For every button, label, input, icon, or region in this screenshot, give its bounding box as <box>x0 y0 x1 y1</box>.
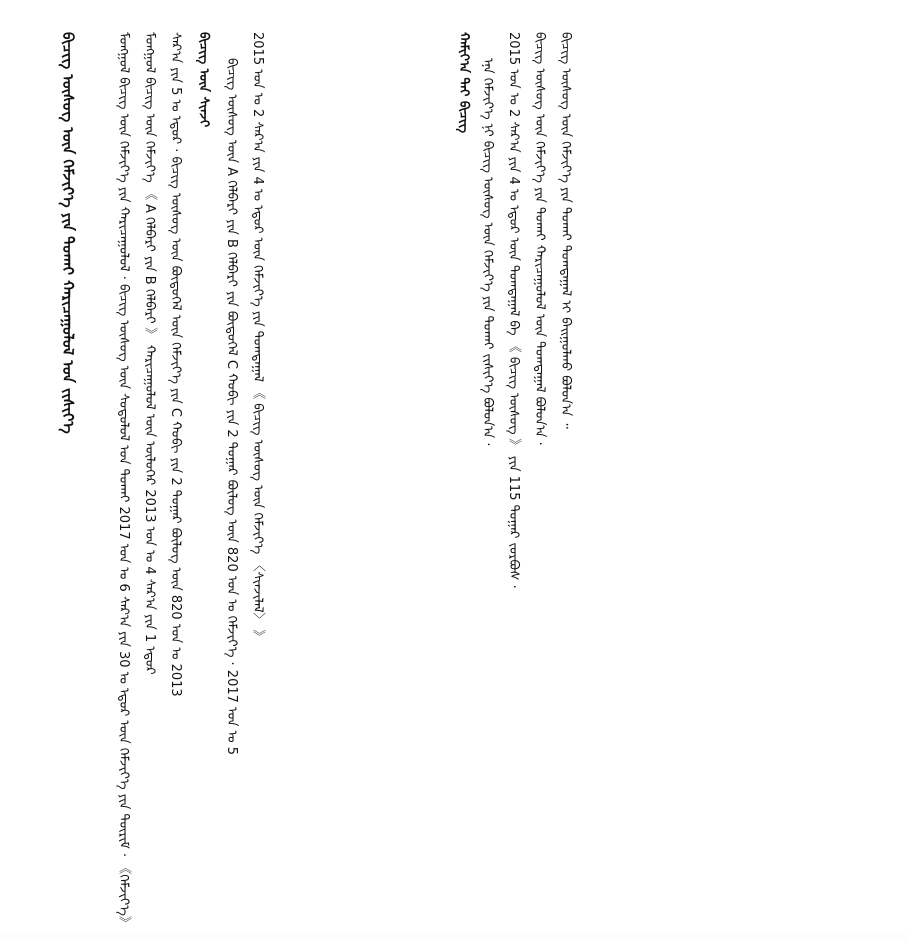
paragraph-line: ᠪᠢᠴᠢᠭ ᠦᠰᠦᠭ ᠦᠨ ᠬᠡᠮᠵᠢᠶ᠎ᠡ ᠶᠢᠨ ᠲᠤᠬᠠᠢ ᠬᠠᠷᠢᠴᠠᠭᠤᠯᠤᠯ ᠦᠨ ᠲᠣᠭᠲᠠᠭᠠᠯ ᠪᠣᠯᠤᠨ᠎ᠠ · <box>532 32 547 446</box>
page-footer-edge <box>0 930 906 940</box>
paragraph-line: ᠰᠠᠷ᠎ᠠ ᠶᠢᠨ 5 ᠤ ᠡᠳᠦᠷ · ᠪᠢᠴᠢᠭ ᠦᠰᠦᠭ ᠦᠨ ᠪᠦᠲᠦᠭᠡᠯ ᠦᠨ ᠬᠡᠮᠵᠢᠶ᠎ᠡ ᠶᠢᠨ C ᠬᠤᠪᠢ ᠶᠢᠨ 2 ᠳᠤᠭᠠᠷ ᠪᠦᠯᠦᠭ ᠦᠨ 820 ᠣᠨ ᠤ 2013 <box>168 32 183 697</box>
paragraph-line: ᠪᠢᠴᠢᠭ ᠦᠰᠦᠭ ᠦᠨ A ᠬᠡᠯᠪᠡᠷᠢ ᠶᠢᠨ B ᠬᠡᠯᠪᠡᠷᠢ ᠶᠢᠨ ᠪᠦᠲᠦᠭᠡᠯ C ᠬᠤᠪᠢ ᠶᠢᠨ 2 ᠳᠤᠭᠠᠷ ᠪᠦᠯᠦᠭ ᠦᠨ 820 ᠣᠨ ᠤ ᠬᠡᠮᠵᠢᠶ᠎ᠡ · 2017 ᠣᠨ ᠤ 5 <box>224 58 239 756</box>
section-heading: ᠪᠢᠴᠢᠭ ᠦᠨ ᠰᠢᠨᠵᠢ <box>196 32 211 128</box>
paragraph-line: 2015 ᠣᠨ ᠤ 2 ᠰᠠᠷ᠎ᠠ ᠶᠢᠨ 4 ᠤ ᠡᠳᠦᠷ ᠦᠨ ᠬᠡᠮᠵᠢᠶ᠎ᠡ ᠶᠢᠨ ᠲᠣᠭᠲᠠᠭᠠᠯ 《 ᠪᠢᠴᠢᠭ ᠦᠰᠦᠭ ᠦᠨ ᠬᠡᠮᠵᠢᠶ᠎ᠡ 〈ᠰᠢᠨᠵᠢᠯᠡᠯ〉 》 <box>250 32 265 643</box>
paragraph-line: ᠪᠢᠴᠢᠭ ᠦᠰᠦᠭ ᠦᠨ ᠬᠡᠮᠵᠢᠶ᠎ᠡ ᠶᠢᠨ ᠲᠤᠬᠠᠢ ᠲᠣᠭᠲᠠᠭᠠᠯ ᠢ ᠪᠠᠢᠭᠤᠯᠬᠤ ᠪᠣᠯᠤᠨ᠎ᠠ ᠃ <box>558 32 573 429</box>
paragraph-line: ᠡᠨᠡ ᠬᠡᠮᠵᠢᠶ᠎ᠡ ᠨᠢ ᠪᠢᠴᠢᠭ ᠦᠰᠦᠭ ᠦᠨ ᠬᠡᠮᠵᠢᠶ᠎ᠡ ᠶᠢᠨ ᠲᠤᠬᠠᠢ ᠵᠢᠱᠢᠶ᠎ᠡ ᠪᠣᠯᠤᠨ᠎ᠠ · <box>480 58 495 447</box>
paragraph-line: ᠮᠣᠩᠭᠣᠯ ᠪᠢᠴᠢᠭ ᠦᠨ ᠬᠡᠮᠵᠢᠶ᠎ᠡ 《 A ᠬᠡᠯᠪᠡᠷᠢ ᠶᠢᠨ B ᠬᠡᠯᠪᠡᠷᠢ 》 ᠬᠠᠷᠢᠴᠠᠭᠤᠯᠤᠯ ᠦᠨ ᠦᠯᠦᠭᠡᠷ 2013 ᠣᠨ ᠤ 4 ᠰᠠᠷ᠎ᠠ ᠶᠢᠨ 1 ᠡᠳᠦᠷ <box>142 32 157 675</box>
document-title: ᠪᠢᠴᠢᠭ ᠦᠰᠦᠭ ᠦᠨ ᠬᠡᠮᠵᠢᠶ᠎ᠡ ᠶᠢᠨ ᠲᠤᠬᠠᠢ ᠬᠠᠷᠢᠴᠠᠭᠤᠯᠤᠯ ᠤᠨ ᠵᠢᠱᠢᠶ᠎ᠡ <box>59 32 77 434</box>
paragraph-line: 2015 ᠣᠨ ᠤ 2 ᠰᠠᠷ᠎ᠠ ᠶᠢᠨ 4 ᠤ ᠡᠳᠦᠷ ᠦᠨ ᠲᠣᠭᠲᠠᠭᠠᠯ ᠪᠠ 《 ᠪᠢᠴᠢᠭ ᠦᠰᠦᠭ 》 ᠶᠢᠨ 115 ᠳᠤᠭᠠᠷ ᠵᠤᠷᠪᠤᠰ · <box>506 32 521 589</box>
section-heading: ᠬᠠᠮᠢᠶ᠎ᠠ ᠲᠠᠢ ᠪᠢᠴᠢᠭ <box>456 32 471 134</box>
paragraph-line: ᠮᠣᠩᠭᠣᠯ ᠪᠢᠴᠢᠭ ᠦᠨ ᠬᠡᠮᠵᠢᠶ᠎ᠡ ᠶᠢᠨ ᠬᠠᠷᠢᠴᠠᠭᠤᠯᠤᠯ · ᠪᠢᠴᠢᠭ ᠦᠰᠦᠭ ᠦᠨ ᠰᠤᠳᠤᠯᠤᠯ ᠤᠨ ᠲᠤᠬᠠᠢ 2017 ᠣᠨ ᠤ 6 ᠰᠠᠷ᠎ᠠ ᠶᠢᠨ 30 ᠤ ᠡᠳᠦᠷ ᠦᠨ ᠬᠡᠮᠵᠢᠶ᠎ᠡ ᠶᠢᠨ ᠳᠦᠷᠢᠮ · 《ᠬᠡᠮᠵᠢᠶ᠎ᠡ》 <box>116 32 131 930</box>
